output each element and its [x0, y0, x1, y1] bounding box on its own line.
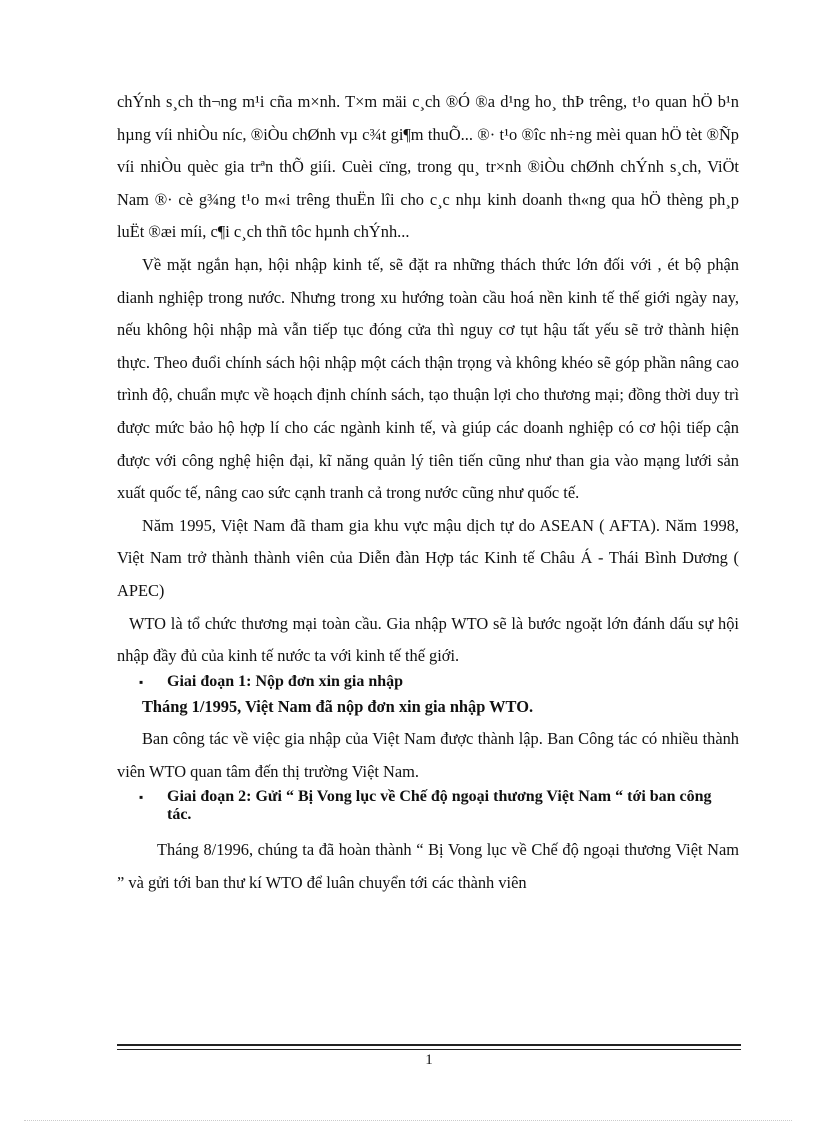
paragraph-short-term: Về mặt ngắn hạn, hội nhập kinh tế, sẽ đặt ra những thách thức lớn đối với , ét bộ phận dianh nghiệp trong nước. Nhưng trong xu hướng toàn cầu hoá nền kinh tế thế giới ngày nay, nếu không hội nhập mà vẫn tiếp tục đóng cửa thì nguy cơ tụt hậu tất yếu sẽ trở thành hiện thực. Theo đuổi chính sách hội nhập một cách thận trọng và không khéo sẽ góp phần nâng cao trình độ, chuẩn mực về hoạch định chính sách, tạo thuận lợi cho thương mại; đồng thời duy trì được mức bảo hộ hợp lí cho các ngành kinh tế, và giúp các doanh nghiệp có cơ hội tiếp cận được với công nghệ hiện đại, kĩ năng quản lý tiên tiến cũng như than gia vào mạng lưới sản xuất quốc tế, nâng cao sức cạnh tranh cả trong nước cũng như quốc tế. [117, 254, 739, 503]
paragraph-afta-apec: Năm 1995, Việt Nam đã tham gia khu vực mậu dịch tự do ASEAN ( AFTA). Năm 1998, Việt Nam trở thành thành viên của Diễn đàn Hợp tác Kinh tế Châu Á - Thái Bình Dương ( APEC) [117, 515, 739, 600]
footer-rule-thin [117, 1049, 741, 1050]
page-number: 1 [425, 1052, 433, 1068]
stage2-heading: Giai đoạn 2: Gửi “ Bị Vong lục về Chế độ ngoại thương Việt Nam “ tới ban công tác. [167, 788, 712, 824]
stage1-body: Ban công tác về việc gia nhập của Việt Nam được thành lập. Ban Công tác có nhiều thành viên WTO quan tâm đến thị trường Việt Nam. [117, 729, 739, 781]
square-bullet-icon: ▪ [139, 674, 144, 689]
stage1-heading-row [117, 673, 739, 691]
paragraph-wto-intro: WTO là tổ chức thương mại toàn cầu. Gia nhập WTO sẽ là bước ngoặt lớn đánh dấu sự hội nhập đầy đủ của kinh tế nước ta với kinh tế thế giới. [117, 613, 739, 666]
footer-rule-thick [117, 1044, 741, 1046]
stage1-date-line: Tháng 1/1995, Việt Nam đã nộp đơn xin gia nhập WTO. [142, 696, 534, 716]
square-bullet-icon: ▪ [139, 790, 144, 805]
stage1-heading: Giai đoạn 1: Nộp đơn xin gia nhập [167, 672, 404, 690]
document-body [117, 86, 739, 900]
page-bottom-edge [24, 1120, 792, 1121]
paragraph-policy-legacy: chÝnh s¸ch th¬ng m¹i cña m×nh. T×m mäi c¸ch ®Ó ®a d¹ng ho¸ thÞ trêng, t¹o quan hÖ b¹n hµng víi nhiÒu níc, ®iÒu chØnh vµ c¾t gi¶m thuÕ... ®· t¹o ®îc nh÷ng mèi quan hÖ tèt ®Ñp víi nhiÒu quèc gia trªn thÕ giíi. Cuèi cïng, trong qu¸ tr×nh ®iÒu chØnh chÝnh s¸ch, ViÖt Nam ®· cè g¾ng t¹o m«i trêng thuËn lîi cho c¸c nhµ kinh doanh th«ng qua hÖ thèng ph¸p luËt ®æi míi, c¶i c¸ch thñ tôc hµnh chÝnh... [117, 92, 739, 242]
stage2-body: Tháng 8/1996, chúng ta đã hoàn thành “ Bị Vong lục về Chế độ ngoại thương Việt Nam ” và gửi tới ban thư kí WTO để luân chuyển tới các thành viên [117, 840, 739, 893]
stage2-heading-row [117, 788, 739, 824]
